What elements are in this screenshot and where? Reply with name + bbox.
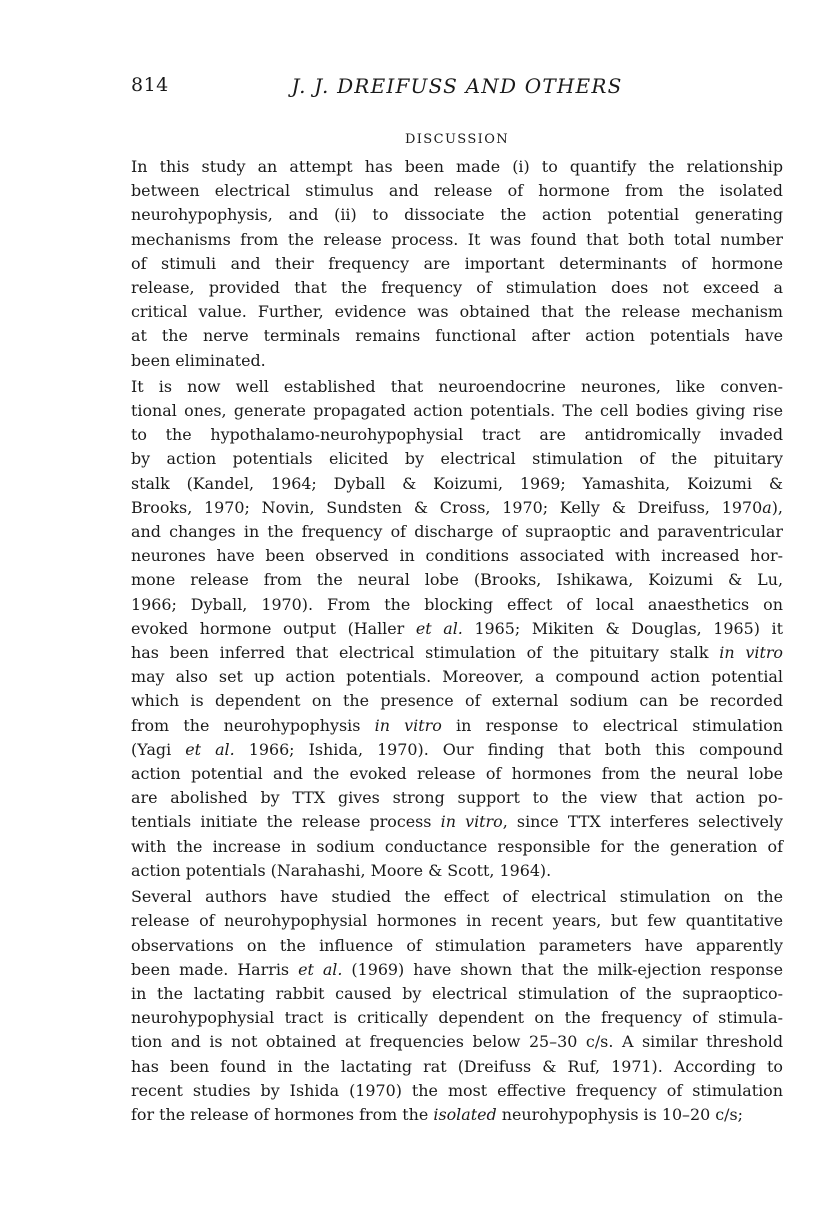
page-number: 814 — [131, 74, 169, 96]
body-text — [131, 155, 783, 1127]
text-line: stalk (Kandel, 1964; Dyball & Koizumi, 1969; Yamashita, Koizumi & — [131, 473, 783, 493]
text-line: which is dependent on the presence of external sodium can be recorded — [131, 691, 783, 711]
text-line: 1966; Dyball, 1970). From the blocking effect of local anaesthetics on — [131, 594, 783, 614]
text-line: at the nerve terminals remains functional after action potentials have — [131, 326, 783, 346]
text-line: mechanisms from the release process. It was found that both total number — [131, 229, 783, 249]
text-line: are abolished by TTX gives strong support to the view that action po- — [131, 788, 783, 808]
text-line: recent studies by Ishida (1970) the most effective frequency of stimulation — [131, 1080, 783, 1100]
text-line: In this study an attempt has been made (i) to quantify the relationship — [131, 157, 783, 176]
text-line: between electrical stimulus and release of hormone from the isolated — [131, 181, 783, 201]
text-line: in the lactating rabbit caused by electrical stimulation of the supraoptico- — [131, 983, 783, 1003]
text-line: may also set up action potentials. Moreover, a compound action potential — [131, 667, 783, 687]
text-line: release of neurohypophysial hormones in recent years, but few quantitative — [131, 911, 783, 931]
text-line: action potentials (Narahashi, Moore & Scott, 1964). — [131, 860, 552, 880]
section-heading: DISCUSSION — [404, 132, 510, 147]
text-line: (Yagi et al. 1966; Ishida, 1970). Our finding that both this compound — [131, 739, 783, 759]
text-line: evoked hormone output (Haller et al. 1965; Mikiten & Douglas, 1965) it — [131, 618, 783, 638]
text-line: Several authors have studied the effect of electrical stimulation on the — [131, 887, 783, 907]
paragraph-stimulation-parameters — [131, 885, 783, 1127]
paragraph-action-potentials — [131, 375, 783, 883]
text-line: neurohypophysial tract is critically dependent on the frequency of stimula- — [131, 1008, 783, 1028]
text-line: been eliminated. — [131, 350, 266, 370]
running-title: J. J. DREIFUSS AND OTHERS — [291, 74, 623, 98]
text-line: tentials initiate the release process in vitro, since TTX interferes selectively — [131, 812, 783, 832]
text-line: to the hypothalamo-neurohypophysial tract are antidromically invaded — [131, 425, 783, 445]
text-line: been made. Harris et al. (1969) have shown that the milk-ejection response — [131, 959, 783, 979]
text-line: has been found in the lactating rat (Dreifuss & Ruf, 1971). According to — [131, 1056, 783, 1076]
text-line: neurones have been observed in conditions associated with increased hor- — [131, 546, 783, 566]
text-line: release, provided that the frequency of stimulation does not exceed a — [131, 278, 783, 298]
text-line: It is now well established that neuroendocrine neurones, like conven- — [131, 376, 783, 396]
text-line: observations on the influence of stimulation parameters have apparently — [131, 935, 783, 955]
text-line: with the increase in sodium conductance responsible for the generation of — [131, 836, 783, 856]
text-line: and changes in the frequency of discharge of supraoptic and paraventricular — [131, 522, 783, 542]
text-line: from the neurohypophysis in vitro in response to electrical stimulation — [131, 715, 783, 735]
text-line: by action potentials elicited by electrical stimulation of the pituitary — [131, 449, 783, 469]
text-line: action potential and the evoked release of hormones from the neural lobe — [131, 764, 783, 784]
text-line: has been inferred that electrical stimulation of the pituitary stalk in vitro — [131, 643, 783, 663]
paragraph-summary — [131, 155, 783, 373]
text-line: tional ones, generate propagated action potentials. The cell bodies giving rise — [131, 401, 783, 421]
text-line: neurohypophysis, and (ii) to dissociate the action potential generating — [131, 205, 783, 225]
text-line: of stimuli and their frequency are important determinants of hormone — [131, 253, 783, 273]
text-line: Brooks, 1970; Novin, Sundsten & Cross, 1970; Kelly & Dreifuss, 1970a), — [131, 497, 783, 517]
text-line: mone release from the neural lobe (Brooks, Ishikawa, Koizumi & Lu, — [131, 570, 783, 590]
text-line: tion and is not obtained at frequencies below 25–30 c/s. A similar threshold — [131, 1032, 783, 1052]
running-head — [131, 74, 783, 104]
text-line: critical value. Further, evidence was obtained that the release mechanism — [131, 302, 783, 322]
text-line: for the release of hormones from the isolated neurohypophysis is 10–20 c/s; — [131, 1104, 744, 1124]
